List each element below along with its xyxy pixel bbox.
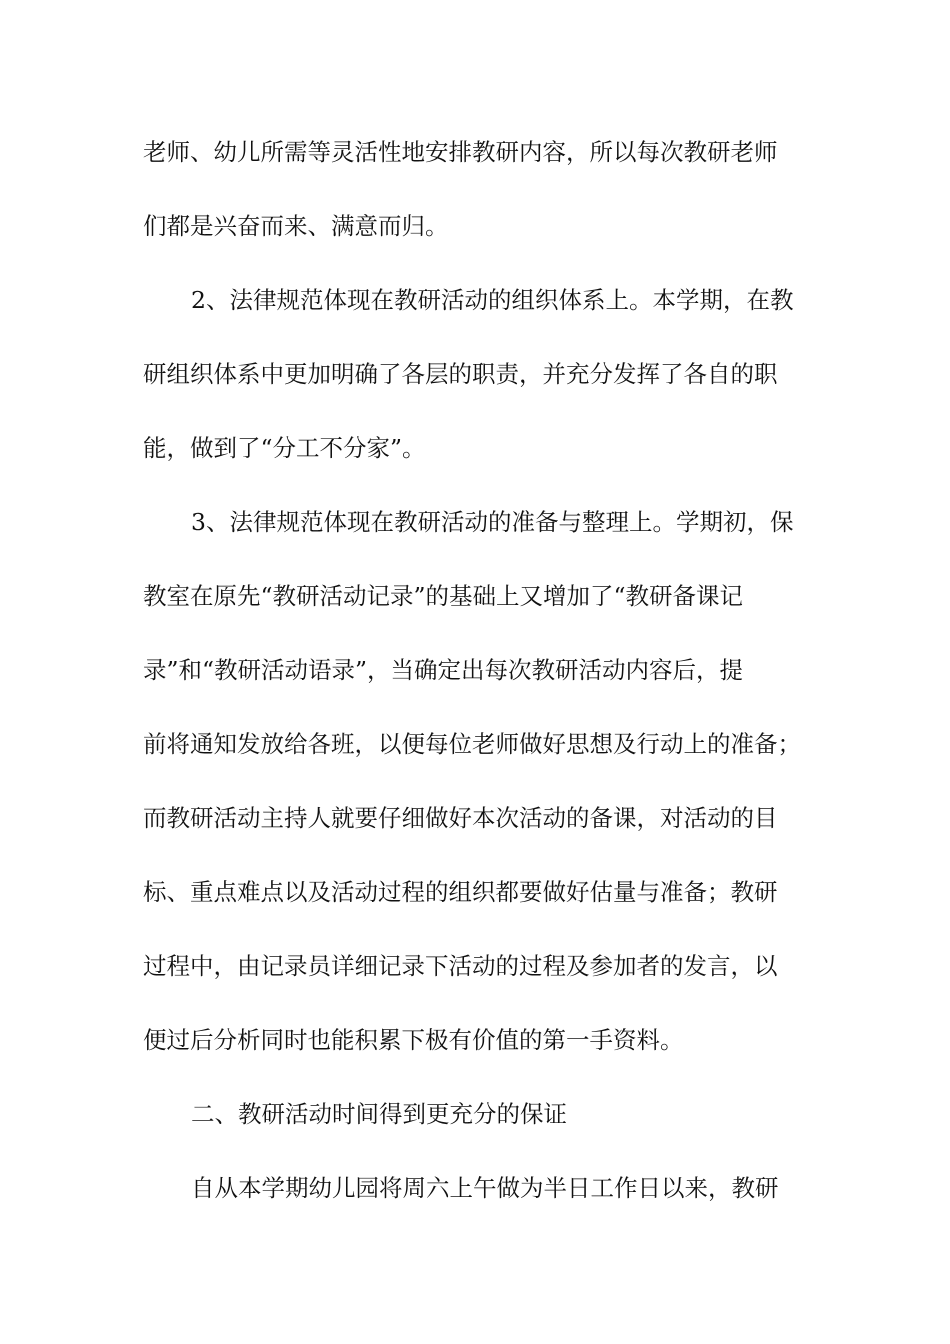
text-line: 研组织体系中更加明确了各层的职责，并充分发挥了各自的职 [143, 360, 778, 388]
document-body [143, 128, 807, 1238]
text-line: 录”和“教研活动语录”，当确定出每次教研活动内容后，提 [143, 656, 744, 684]
text-line: 教室在原先“教研活动记录”的基础上又增加了“教研备课记 [143, 582, 744, 610]
text-line: 们都是兴奋而来、满意而归。 [143, 212, 449, 240]
text-line: 便过后分析同时也能积累下极有价值的第一手资料。 [143, 1026, 684, 1054]
section-heading: 二、教研活动时间得到更充分的保证 [191, 1100, 567, 1128]
text-line: 老师、幼儿所需等灵活性地安排教研内容，所以每次教研老师 [143, 138, 778, 166]
text-line: 前将通知发放给各班，以便每位老师做好思想及行动上的准备； [143, 730, 801, 758]
paragraph-start-line: 2、法律规范体现在教研活动的组织体系上。本学期，在教 [191, 286, 794, 314]
paragraph-start-line: 3、法律规范体现在教研活动的准备与整理上。学期初，保 [191, 508, 794, 536]
text-line: 能，做到了“分工不分家”。 [143, 434, 426, 462]
paragraph-start-line: 自从本学期幼儿园将周六上午做为半日工作日以来，教研 [191, 1174, 779, 1202]
text-line: 标、重点难点以及活动过程的组织都要做好估量与准备；教研 [143, 878, 778, 906]
text-line: 过程中，由记录员详细记录下活动的过程及参加者的发言，以 [143, 952, 778, 980]
text-line: 而教研活动主持人就要仔细做好本次活动的备课，对活动的目 [143, 804, 778, 832]
